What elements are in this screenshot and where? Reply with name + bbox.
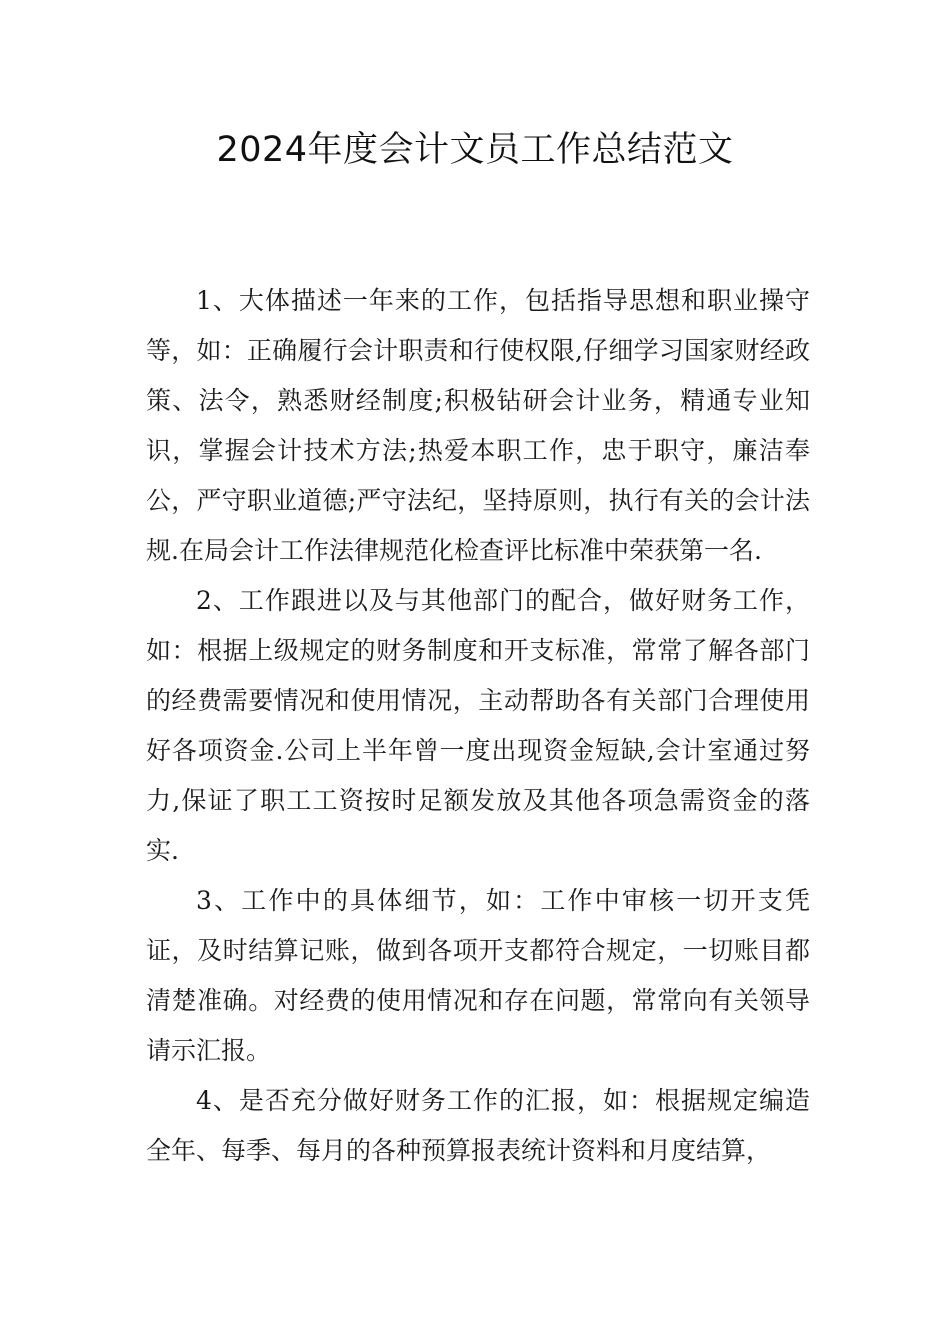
document-title: 2024年度会计文员工作总结范文 [216, 130, 734, 170]
paragraph-4: 4、是否充分做好财务工作的汇报，如：根据规定编造全年、每季、每月的各种预算报表统计资料和月度结算， [146, 1086, 810, 1165]
paragraph-3: 3、工作中的具体细节，如：工作中审核一切开支凭证，及时结算记账，做到各项开支都符合规定，一切账目都清楚准确。对经费的使用情况和存在问题，常常向有关领导请示汇报。 [146, 886, 810, 1065]
paragraph-2: 2、工作跟进以及与其他部门的配合，做好财务工作，如：根据上级规定的财务制度和开支标准，常常了解各部门的经费需要情况和使用情况，主动帮助各有关部门合理使用好各项资金.公司上半年曾一度出现资金短缺,会计室通过努力,保证了职工工资按时足额发放及其他各项急需资金的落实. [146, 586, 810, 865]
document-body [146, 276, 810, 1176]
paragraph-1: 1、大体描述一年来的工作，包括指导思想和职业操守等，如：正确履行会计职责和行使权限,仔细学习国家财经政策、法令，熟悉财经制度;积极钻研会计业务，精通专业知识，掌握会计技术方法;热爱本职工作，忠于职守，廉洁奉公，严守职业道德;严守法纪，坚持原则，执行有关的会计法规.在局会计工作法律规范化检查评比标准中荣获第一名. [146, 286, 810, 565]
